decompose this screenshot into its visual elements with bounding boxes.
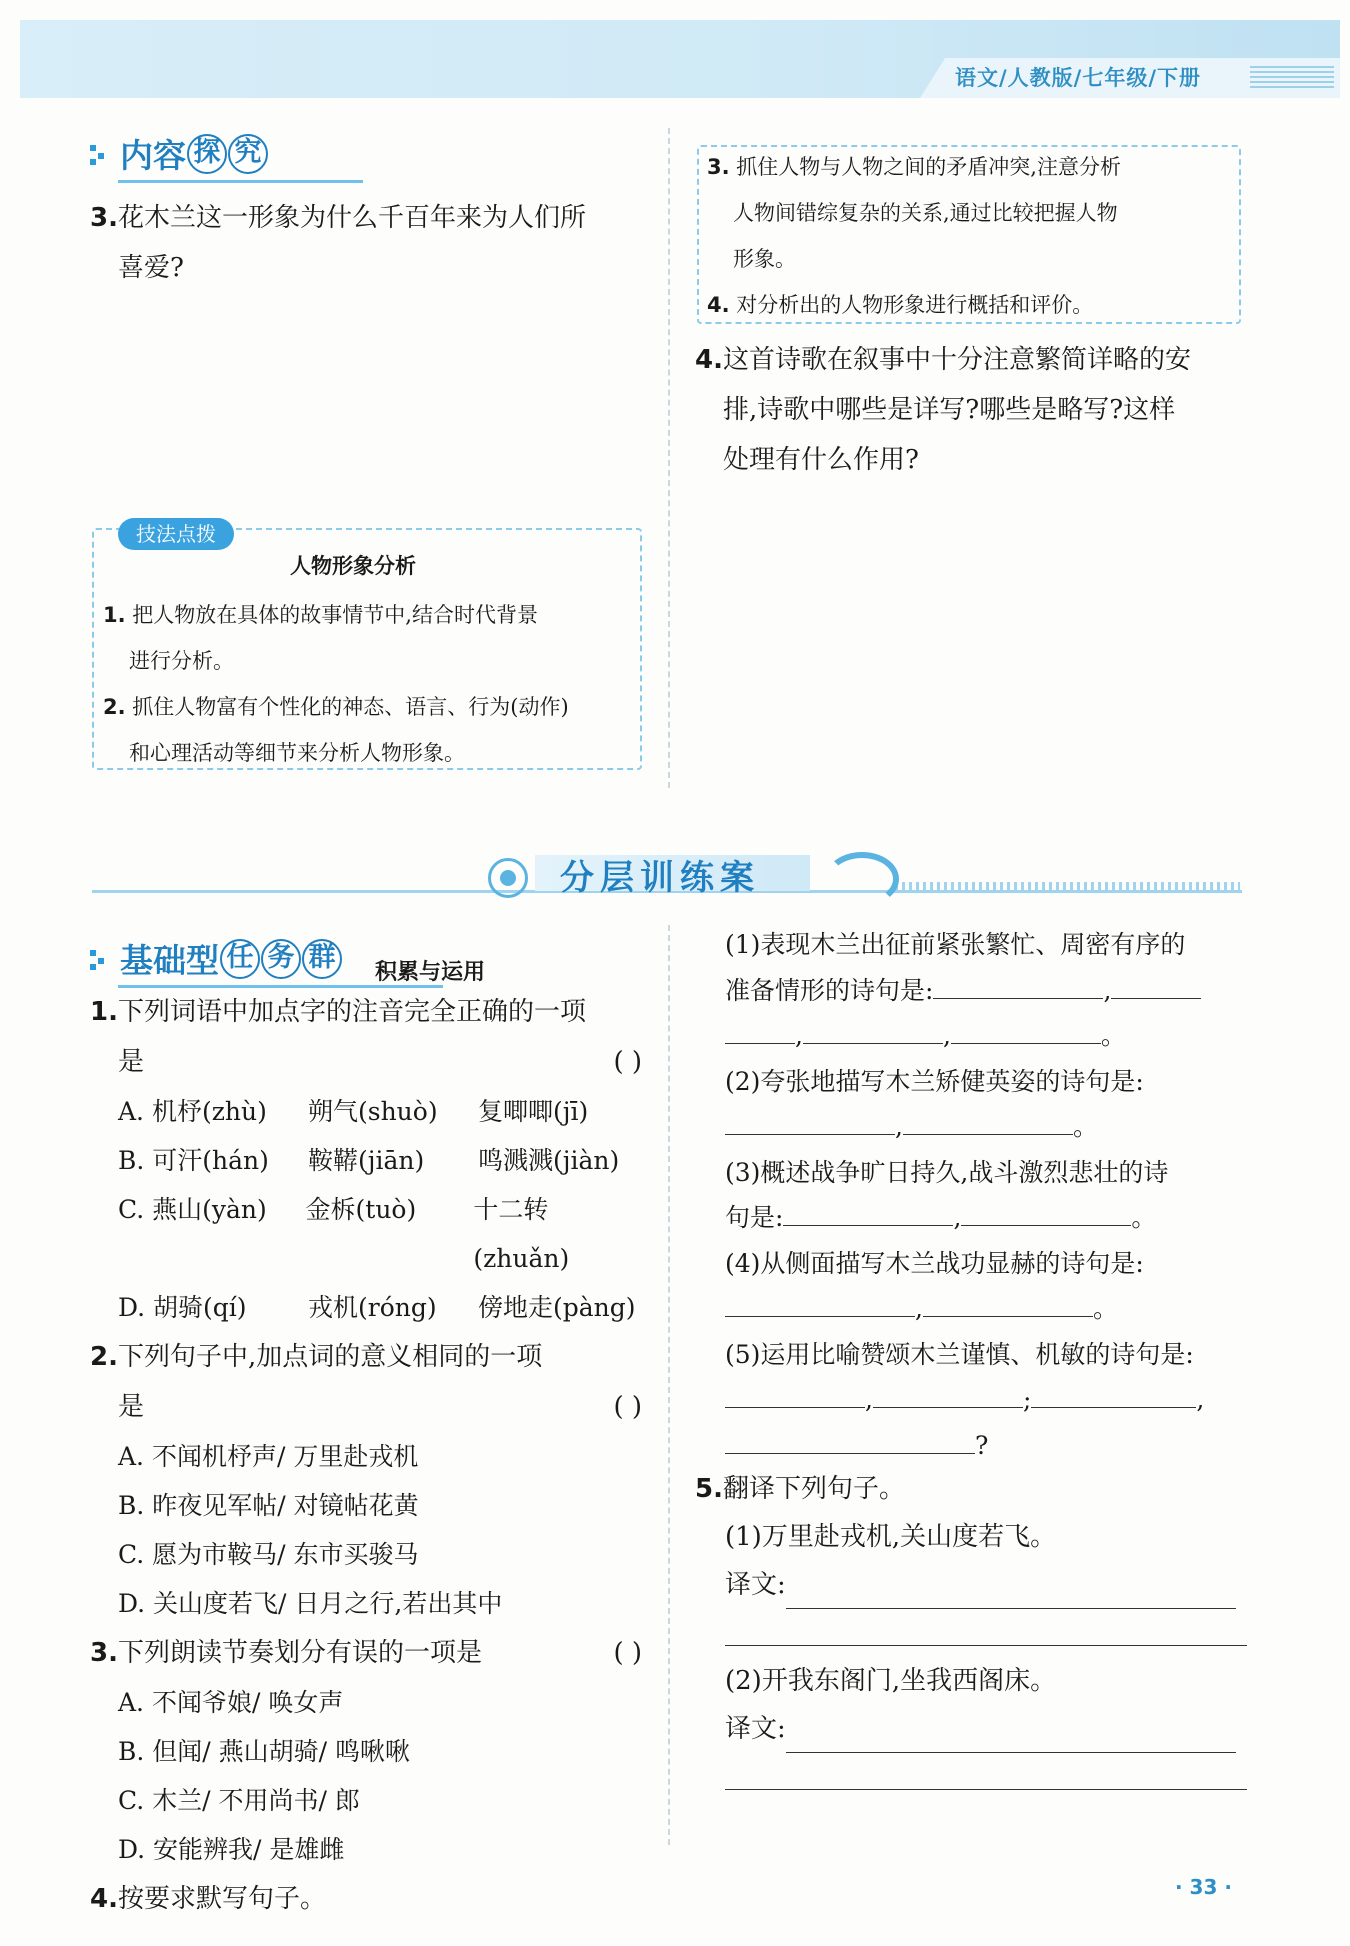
answer-blank[interactable] — [933, 976, 1103, 999]
tip-items-right: 3. 抓住人物与人物之间的矛盾冲突,注意分析 人物间错综复杂的关系,通过比较把握人物 形象。 4. 对分析出的人物形象进行概括和评价。 — [707, 155, 1121, 317]
banner-dashes — [895, 882, 1240, 892]
translation-line[interactable] — [786, 1730, 1236, 1753]
explore-section-title: 内容 探 究 — [90, 130, 268, 177]
translate-label: 译文: — [725, 1714, 786, 1744]
answer-blank[interactable] — [951, 1021, 1101, 1044]
banner-eye-icon — [488, 858, 528, 898]
translate-label: 译文: — [725, 1570, 786, 1600]
translation-line[interactable] — [786, 1586, 1236, 1609]
question-1-options — [90, 1087, 642, 1332]
page-number: · 33 · — [1175, 1875, 1232, 1899]
answer-blank[interactable] — [783, 1203, 953, 1226]
training-banner-title: 分层训练案 — [560, 858, 760, 898]
answer-blank[interactable] — [803, 1021, 943, 1044]
option: C. 愿为市鞍马/ 东市买骏马 — [118, 1540, 419, 1569]
answer-bracket[interactable]: ( ) — [613, 1392, 642, 1422]
option-row: B. 可汗(hán) 鞍鞯(jiān) 鸣溅溅(jiàn) — [118, 1146, 620, 1175]
question-3: 3.下列朗读节奏划分有误的一项是 ( ) — [90, 1628, 642, 1678]
dots-icon — [90, 946, 112, 972]
option-row: C. 燕山(yàn) 金柝(tuò) 十二转(zhuǎn) — [118, 1195, 570, 1273]
option: A. 不闻机杼声/ 万里赴戎机 — [118, 1442, 419, 1471]
answer-blank[interactable] — [903, 1112, 1073, 1135]
answer-blank[interactable] — [725, 1385, 865, 1408]
question-5: 5.翻译下列句子。 (1)万里赴戎机,关山度若飞。 译文: (2)开我东阁门,坐我西阁床。 译文: — [695, 1465, 1255, 1801]
answer-bracket[interactable]: ( ) — [613, 1047, 642, 1077]
option-row: D. 胡骑(qí) 戎机(róng) 傍地走(pàng) — [118, 1293, 636, 1322]
basic-section-title: 基础型 任 务 群 — [90, 935, 342, 982]
basic-subtitle: 积累与运用 — [375, 960, 486, 985]
question-1: 1.下列词语中加点字的注音完全正确的一项 是 ( ) — [90, 987, 642, 1087]
translation-line[interactable] — [725, 1623, 1247, 1646]
option: D. 关山度若飞/ 日月之行,若出其中 — [118, 1589, 503, 1618]
answer-blank[interactable] — [873, 1385, 1023, 1408]
header-decoration — [1250, 66, 1334, 88]
question-3-options — [90, 1678, 642, 1874]
question-4: 4.按要求默写句子。 — [90, 1884, 326, 1914]
tip-items-left: 1. 把人物放在具体的故事情节中,结合时代背景 进行分析。 2. 抓住人物富有个性化的神态、语言、行为(动作) 和心理活动等细节来分析人物形象。 — [103, 603, 569, 765]
left-question-column — [90, 987, 642, 1924]
question-2-options — [90, 1432, 642, 1628]
column-divider-bottom — [668, 925, 670, 1845]
tip-tag: 技法点拨 — [118, 518, 234, 550]
option: B. 昨夜见军帖/ 对镜帖花黄 — [118, 1491, 419, 1520]
answer-blank[interactable] — [1031, 1385, 1196, 1408]
answer-bracket[interactable]: ( ) — [613, 1638, 642, 1668]
translation-line[interactable] — [725, 1767, 1247, 1790]
answer-blank[interactable] — [725, 1112, 895, 1135]
question-2: 2.下列句子中,加点词的意义相同的一项 是 ( ) — [90, 1332, 642, 1432]
answer-blank[interactable] — [725, 1294, 915, 1317]
right-fill-column: (1)表现木兰出征前紧张繁忙、周密有序的 准备情形的诗句是: , , , 。 (2)夸张地描写木兰矫健英姿的诗句是: , 。 (3)概述战争旷日持久,战斗激烈悲壮的诗 句是: , 。 (4)从侧面描写木兰战功显赫的诗句是: , 。 (5)运用比喻赞颂木兰谨慎、机敏的诗句是: , ; , ? — [725, 930, 1205, 1460]
dots-icon — [90, 141, 112, 167]
explore-question-4: 4.这首诗歌在叙事中十分注意繁简详略的安 排,诗歌中哪些是详写?哪些是略写?这样 处理有什么作用? — [695, 345, 1191, 475]
tip-heading: 人物形象分析 — [290, 554, 416, 578]
option: B. 但闻/ 燕山胡骑/ 鸣啾啾 — [118, 1737, 411, 1766]
explore-question-3: 3.花木兰这一形象为什么千百年来为人们所 喜爱? — [90, 203, 586, 283]
answer-blank[interactable] — [961, 1203, 1131, 1226]
book-info-label: 语文/人教版/七年级/下册 — [955, 66, 1202, 90]
option-row: A. 机杼(zhù) 朔气(shuò) 复唧唧(jī) — [118, 1097, 589, 1126]
answer-blank[interactable] — [923, 1294, 1093, 1317]
answer-blank[interactable] — [725, 1021, 795, 1044]
option: A. 不闻爷娘/ 唤女声 — [118, 1688, 344, 1717]
answer-blank[interactable] — [1111, 976, 1201, 999]
option: C. 木兰/ 不用尚书/ 郎 — [118, 1786, 360, 1815]
column-divider-top — [668, 128, 670, 788]
answer-blank[interactable] — [725, 1431, 975, 1454]
option: D. 安能辨我/ 是雄雌 — [118, 1835, 345, 1864]
banner-swirl-icon — [825, 852, 899, 906]
